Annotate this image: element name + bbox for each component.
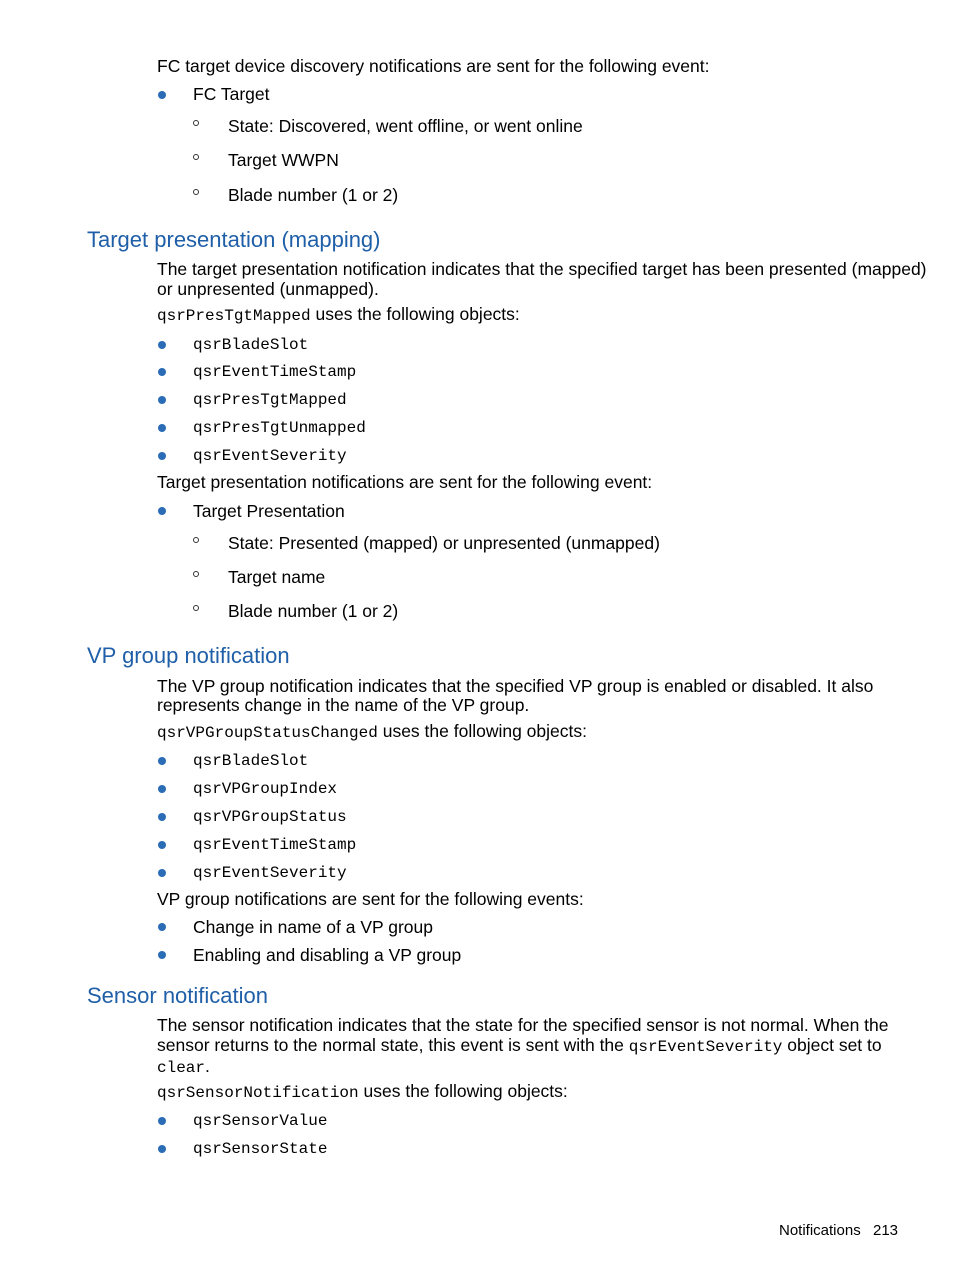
bullet-icon [158, 341, 166, 349]
object-item: qsrVPGroupIndex [193, 780, 338, 798]
sub-list-item: Blade number (1 or 2) [228, 601, 399, 621]
uses-objects-line [157, 1081, 568, 1103]
paragraph: The VP group notification indicates that the specified VP group is enabled or disabled. It also [157, 676, 874, 696]
events-intro: VP group notifications are sent for the following events: [157, 889, 584, 909]
bullet-icon [158, 1117, 166, 1125]
bullet-icon [158, 507, 166, 515]
sub-list-item: Target name [228, 567, 326, 587]
paragraph: The target presentation notification indicates that the specified target has been presented (mapped) [157, 259, 927, 279]
sub-bullet-icon [193, 154, 199, 160]
list-item: Change in name of a VP group [193, 917, 433, 937]
footer-section-name: Notifications [779, 1222, 861, 1239]
uses-objects-line [157, 304, 520, 326]
object-item: qsrSensorValue [193, 1112, 328, 1130]
object-item: qsrPresTgtMapped [193, 391, 347, 409]
page-number: 213 [873, 1222, 899, 1239]
bullet-icon [158, 1145, 166, 1153]
sub-bullet-icon [193, 189, 199, 195]
section-heading-vp-group: VP group notification [87, 643, 290, 668]
object-item: qsrEventSeverity [193, 864, 347, 882]
uses-text: uses the following objects: [310, 304, 520, 324]
sub-bullet-icon [193, 571, 199, 577]
sub-bullet-icon [193, 605, 199, 611]
sub-list-item: Blade number (1 or 2) [228, 185, 399, 205]
bullet-icon [158, 951, 166, 959]
bullet-icon [158, 841, 166, 849]
code-identifier: qsrPresTgtMapped [157, 307, 311, 325]
object-item: qsrEventSeverity [193, 447, 347, 465]
code-identifier: clear [157, 1059, 206, 1077]
code-identifier: qsrSensorNotification [157, 1084, 359, 1102]
bullet-icon [158, 396, 166, 404]
bullet-icon [158, 368, 166, 376]
object-item: qsrVPGroupStatus [193, 808, 347, 826]
object-item: qsrBladeSlot [193, 336, 309, 354]
list-item: Target Presentation [193, 501, 345, 521]
paragraph-text: object set to [782, 1035, 882, 1055]
bullet-icon [158, 785, 166, 793]
bullet-icon [158, 757, 166, 765]
paragraph [157, 1056, 210, 1078]
bullet-icon [158, 869, 166, 877]
object-item: qsrBladeSlot [193, 752, 309, 770]
paragraph: represents change in the name of the VP group. [157, 695, 530, 715]
code-identifier: qsrVPGroupStatusChanged [157, 724, 378, 742]
uses-text: uses the following objects: [377, 721, 587, 741]
sub-list-item: State: Presented (mapped) or unpresented (unmapped) [228, 533, 660, 553]
code-identifier: qsrEventSeverity [628, 1038, 783, 1056]
uses-text: uses the following objects: [358, 1081, 568, 1101]
bullet-icon [158, 813, 166, 821]
paragraph: or unpresented (unmapped). [157, 279, 379, 299]
sub-bullet-icon [193, 537, 199, 543]
section-heading-target-presentation: Target presentation (mapping) [87, 227, 381, 252]
section-heading-sensor: Sensor notification [87, 983, 268, 1008]
paragraph: The sensor notification indicates that the state for the specified sensor is not normal. When the [157, 1015, 889, 1035]
sub-list-item: State: Discovered, went offline, or went online [228, 116, 583, 136]
object-item: qsrEventTimeStamp [193, 836, 357, 854]
paragraph-text: sensor returns to the normal state, this event is sent with the [157, 1035, 629, 1055]
list-item: FC Target [193, 84, 270, 104]
bullet-icon [158, 452, 166, 460]
sub-list-item: Target WWPN [228, 150, 339, 170]
object-item: qsrSensorState [193, 1140, 328, 1158]
fc-intro: FC target device discovery notifications are sent for the following event: [157, 56, 710, 76]
uses-objects-line [157, 721, 587, 743]
paragraph-text: . [205, 1056, 210, 1076]
bullet-icon [158, 91, 166, 99]
events-intro: Target presentation notifications are sent for the following event: [157, 472, 653, 492]
paragraph [157, 1035, 882, 1057]
bullet-icon [158, 424, 166, 432]
object-item: qsrEventTimeStamp [193, 363, 357, 381]
bullet-icon [158, 923, 166, 931]
list-item: Enabling and disabling a VP group [193, 945, 462, 965]
sub-bullet-icon [193, 120, 199, 126]
object-item: qsrPresTgtUnmapped [193, 419, 366, 437]
